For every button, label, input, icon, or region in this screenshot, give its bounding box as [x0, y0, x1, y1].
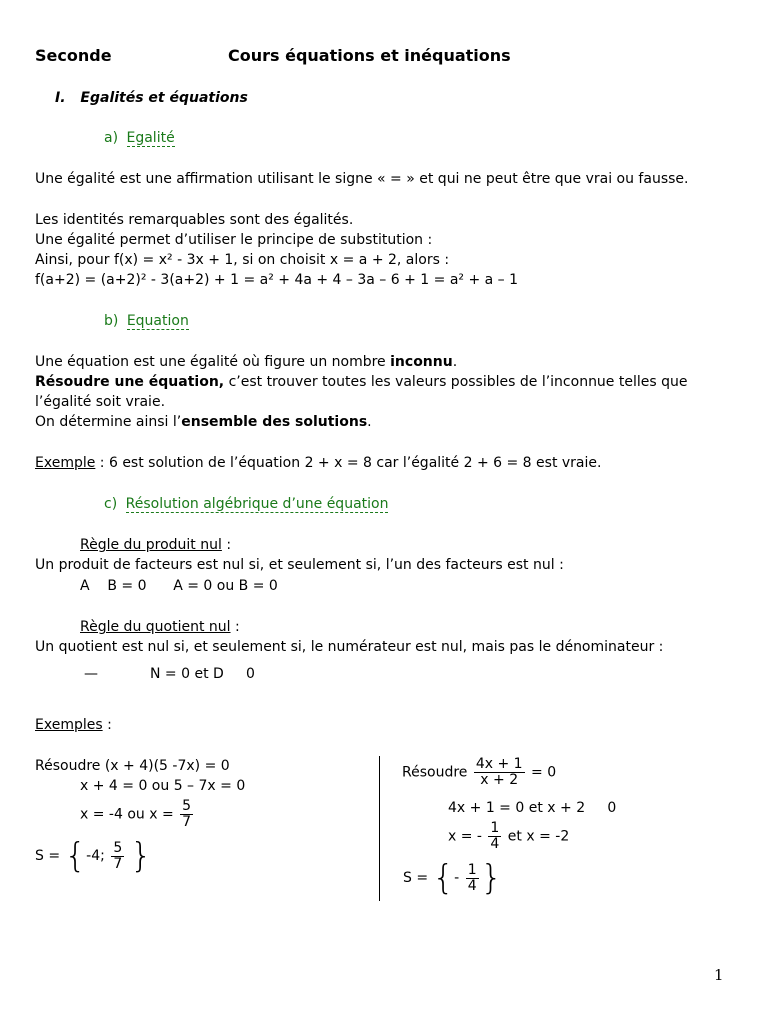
egalite-line-4: f(a+2) = (a+2)² - 3(a+2) + 1 = a² + 4a + 4 – 3a – 6 + 1 = a² + a – 1 [35, 272, 519, 288]
right-brace-open: { [432, 858, 455, 898]
egalite-line-3: Ainsi, pour f(x) = x² - 3x + 1, si on choisit x = a + 2, alors : [35, 252, 450, 268]
right-x-fraction [488, 821, 501, 852]
left-solution-set [35, 836, 152, 876]
equation-line-2-bold: Résoudre une équation, [35, 374, 225, 390]
examples-heading [35, 717, 112, 733]
left-fraction [180, 799, 193, 830]
page-title: Cours équations et inéquations [228, 46, 511, 65]
level-label: Seconde [35, 46, 112, 65]
right-solution-denominator: 4 [467, 877, 477, 894]
equation-line-4-bold: ensemble des solutions [181, 414, 368, 430]
right-example-line-3-text: x = - [448, 828, 487, 845]
equation-line-4-end: . [367, 414, 372, 430]
left-solution-numerator: 5 [113, 839, 123, 856]
quotient-rule-text: Un quotient est nul si, et seulement si, le numérateur est nul, mais pas le dénominateur : [35, 639, 664, 655]
section-heading [55, 90, 248, 106]
example-line [35, 455, 601, 471]
right-x-numerator: 1 [490, 820, 500, 836]
subsection-a-heading [104, 130, 175, 146]
produit-rule-heading [80, 537, 231, 553]
produit-rule-text: Un produit de facteurs est nul si, et seulement si, l’un des facteurs est nul : [35, 557, 564, 573]
equation-line-1-text: Une équation est une égalité où figure un nombre [35, 354, 391, 370]
quotient-rule-formula: N = 0 et D 0 [150, 666, 255, 682]
page-number: 1 [714, 966, 724, 984]
left-fraction-denominator: 7 [182, 814, 192, 830]
left-example-line-3-text: x = -4 ou x = [80, 806, 179, 823]
right-example-line-1-end: = 0 [526, 764, 557, 781]
equation-line-4-text: On détermine ainsi l’ [35, 414, 182, 430]
right-fraction-denominator: x + 2 [480, 772, 519, 788]
equation-line-2-text: c’est trouver toutes les valeurs possibles de l’inconnue telles que [224, 374, 688, 390]
left-fraction-numerator: 5 [182, 798, 192, 814]
quotient-fraction-bar: — [84, 666, 98, 682]
left-example-line-2: x + 4 = 0 ou 5 – 7x = 0 [80, 778, 246, 794]
quotient-rule-heading [80, 619, 240, 635]
example-label: Exemple [35, 455, 96, 471]
right-example-line-3-end: et x = -2 [503, 828, 570, 845]
produit-rule-formula: A B = 0 A = 0 ou B = 0 [80, 578, 278, 594]
example-text: : 6 est solution de l’équation 2 + x = 8 car l’égalité 2 + 6 = 8 est vraie. [95, 455, 602, 471]
left-brace-close: } [130, 836, 152, 876]
right-example-line-3 [448, 821, 569, 852]
right-solution-fraction [466, 863, 479, 894]
left-solution-value: -4; [86, 848, 110, 864]
left-brace-open: { [64, 836, 87, 876]
subsection-c-label: c) [104, 496, 118, 512]
equation-line-1-bold: inconnu [390, 354, 453, 370]
right-solution-set [403, 858, 502, 898]
egalite-definition: Une égalité est une affirmation utilisant le signe « = » et qui ne peut être que vrai ou fausse. [35, 171, 689, 187]
right-fraction-numerator: 4x + 1 [475, 756, 523, 772]
subsection-a-label: a) [104, 130, 119, 146]
right-example-line-2: 4x + 1 = 0 et x + 2 0 [448, 800, 617, 816]
right-x-denominator: 4 [490, 836, 500, 852]
right-solution-numerator: 1 [467, 861, 477, 878]
right-solution-sign: - [454, 870, 464, 886]
equation-line-4 [35, 414, 372, 430]
subsection-c-title: Résolution algébrique d’une équation [125, 496, 389, 512]
subsection-a-title: Egalité [126, 130, 175, 146]
right-example-line-1 [402, 757, 556, 788]
equation-line-1 [35, 354, 457, 370]
right-brace-close: } [480, 858, 503, 898]
section-number: I. [55, 90, 66, 106]
quotient-rule-colon: : [230, 619, 240, 635]
subsection-b-title: Equation [126, 313, 189, 329]
left-solution-denominator: 7 [113, 855, 123, 872]
subsection-b-heading [104, 313, 189, 329]
egalite-line-2: Une égalité permet d’utiliser le principe de substitution : [35, 232, 433, 248]
quotient-rule-title: Règle du quotient nul [80, 619, 231, 635]
section-title: Egalités et équations [80, 90, 248, 106]
right-solution-label: S = [403, 870, 433, 886]
equation-line-2 [35, 374, 688, 390]
subsection-c-heading [104, 496, 388, 512]
produit-rule-title: Règle du produit nul [80, 537, 222, 553]
examples-colon: : [102, 717, 112, 733]
equation-line-3: l’égalité soit vraie. [35, 394, 166, 410]
left-solution-fraction [111, 841, 124, 872]
examples-divider [379, 756, 380, 901]
equation-line-1-end: . [452, 354, 458, 370]
left-solution-label: S = [35, 848, 65, 864]
left-example-line-1: Résoudre (x + 4)(5 -7x) = 0 [35, 758, 230, 774]
left-example-line-3 [80, 799, 195, 830]
right-example-line-1-text: Résoudre [402, 764, 472, 781]
produit-rule-colon: : [221, 537, 232, 553]
examples-label: Exemples [35, 717, 103, 733]
right-fraction [474, 757, 525, 788]
subsection-b-label: b) [104, 313, 119, 329]
egalite-line-1: Les identités remarquables sont des égalités. [35, 212, 354, 228]
